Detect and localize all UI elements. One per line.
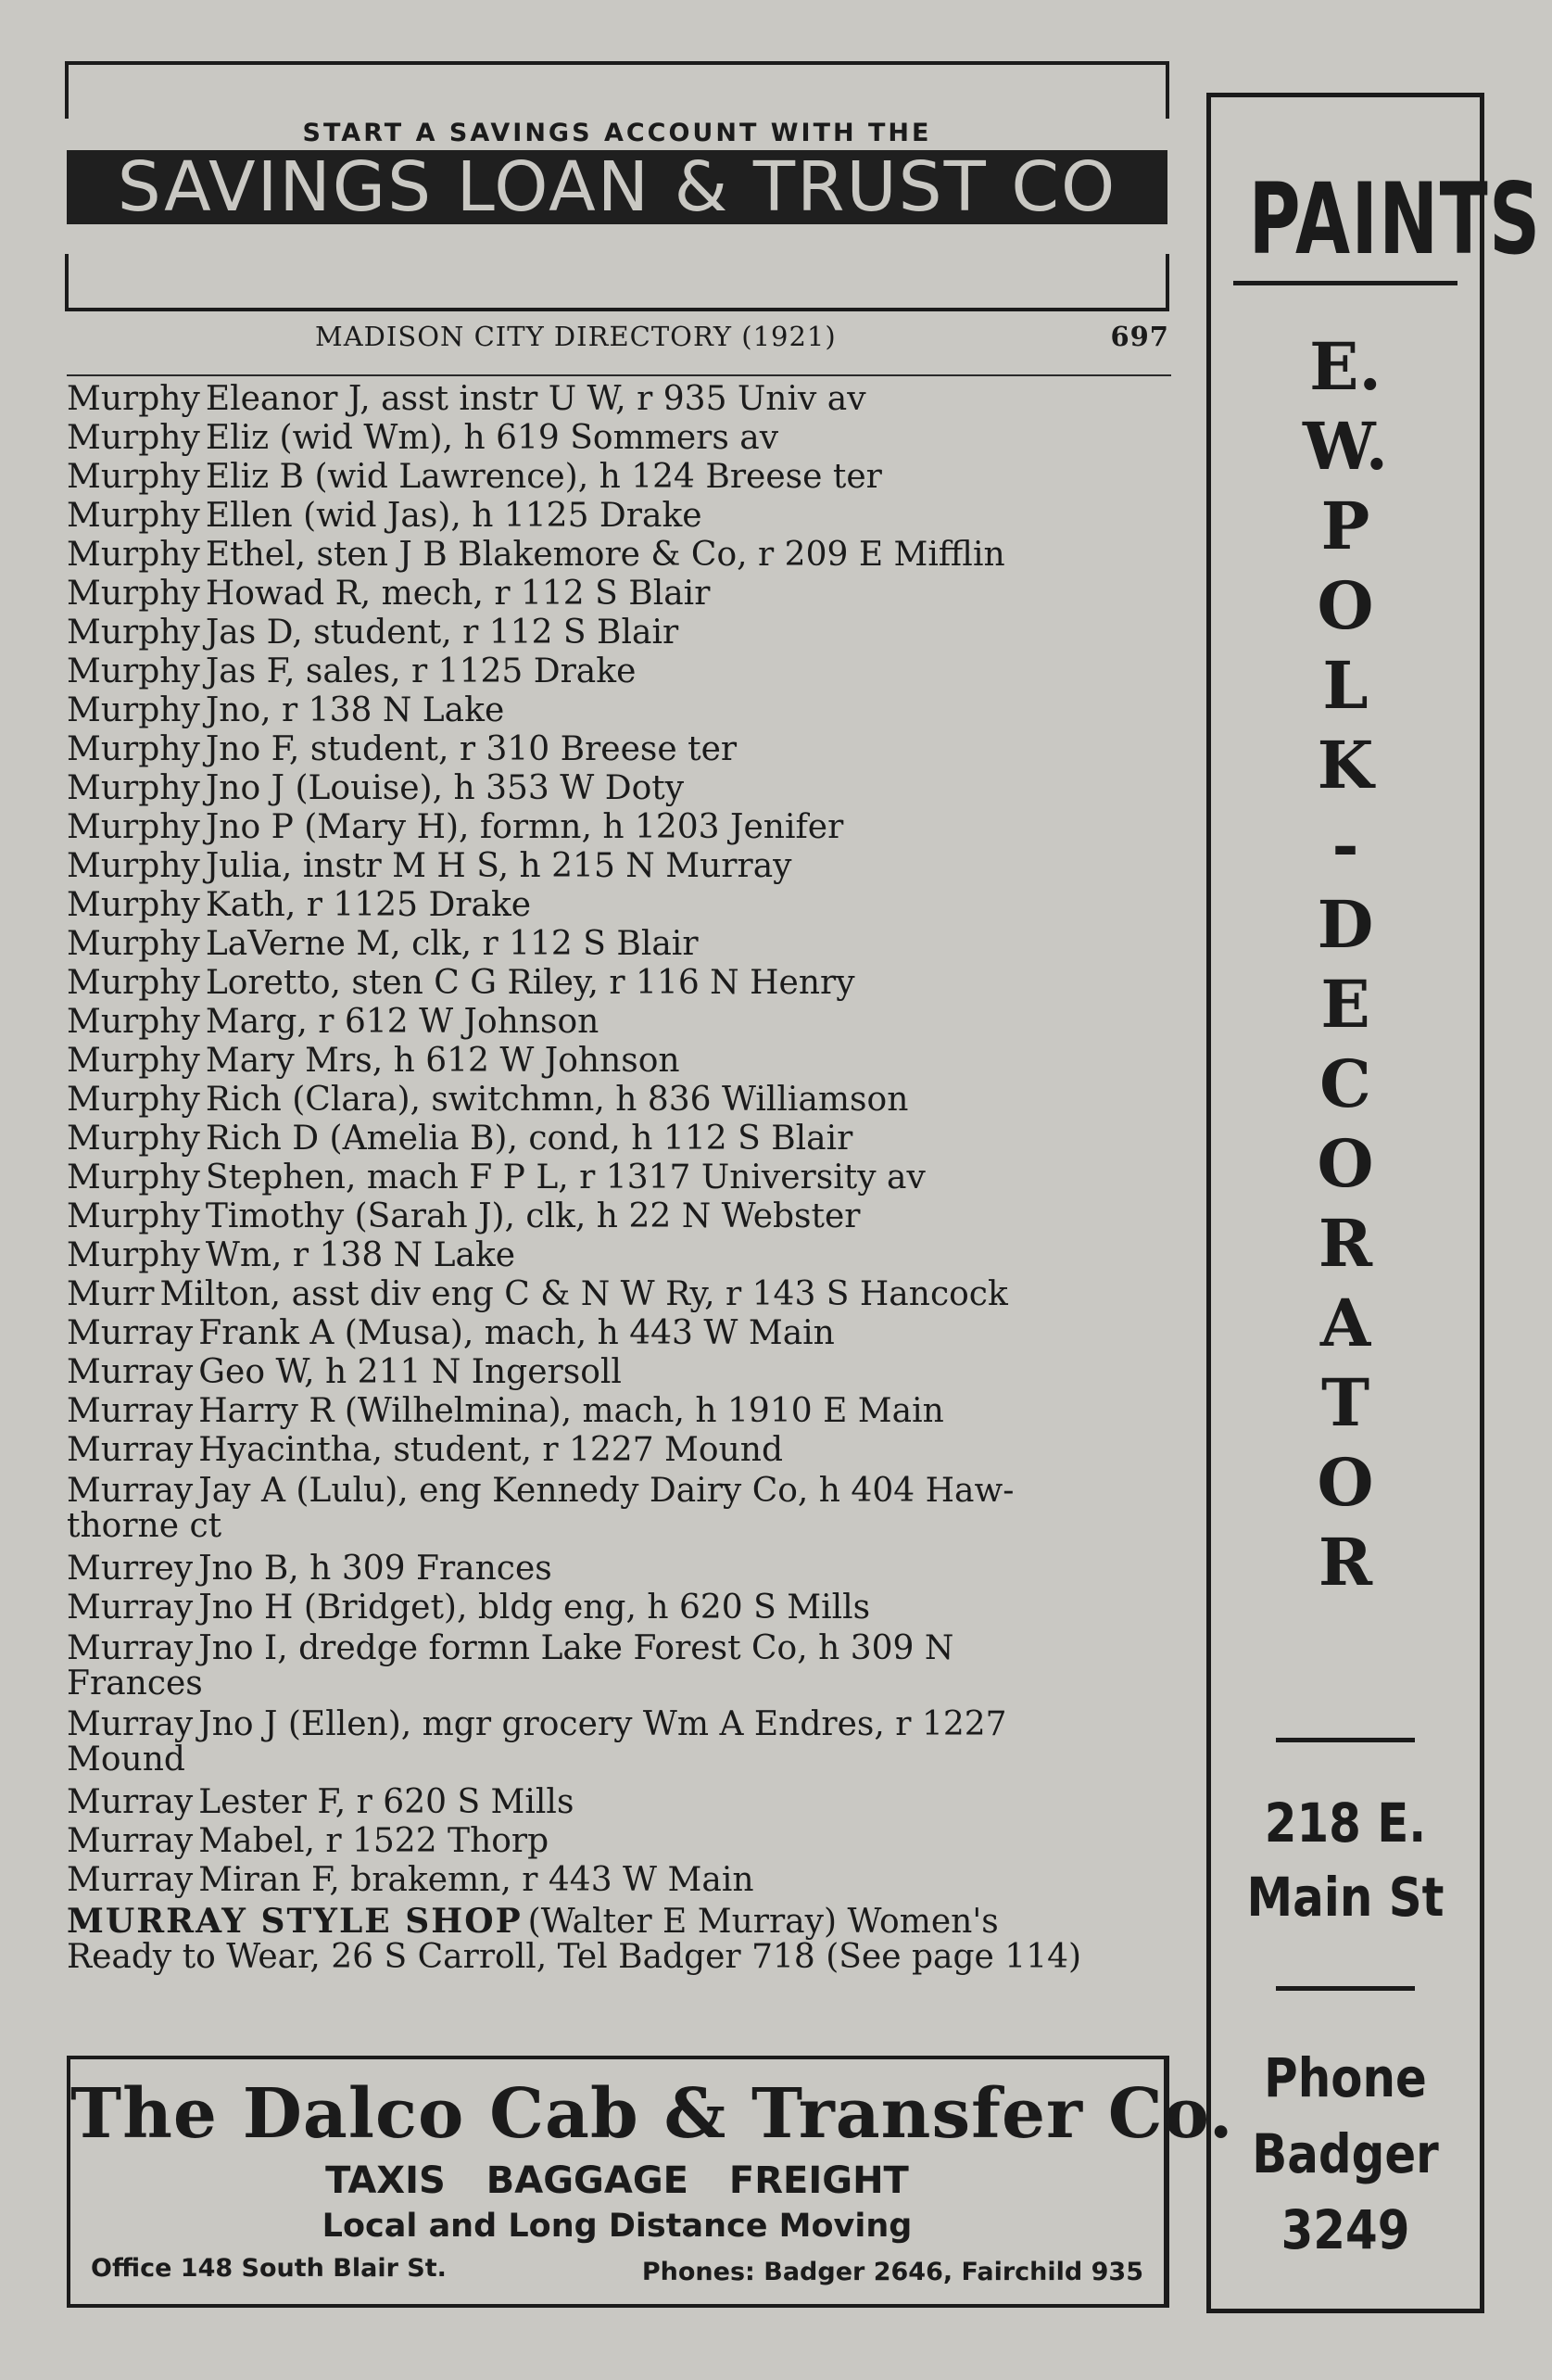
directory-entry: [67, 1822, 1169, 1861]
side-ad-letter: O: [1317, 1125, 1374, 1202]
entry-surname: Murray: [67, 1589, 194, 1627]
directory-entry: [67, 769, 1169, 808]
directory-entry: [67, 730, 1169, 769]
entry-detail: Eleanor J, asst instr U W, r 935 Univ av: [205, 380, 866, 418]
directory-entry: [67, 458, 1169, 497]
entry-detail: Jay A (Lulu), eng Kennedy Dairy Co, h 404 Haw-: [198, 1472, 1015, 1510]
directory-entry: [67, 614, 1169, 652]
side-ad-letter: R: [1318, 1524, 1373, 1601]
entry-detail: Jno J (Ellen), mgr grocery Wm A Endres, r 1227: [198, 1705, 1007, 1743]
entry-surname: Murphy: [67, 614, 200, 652]
side-ad-address: [1230, 1786, 1460, 1934]
entry-detail: Jno H (Bridget), bldg eng, h 620 S Mills: [198, 1589, 871, 1627]
entry-detail: Jno B, h 309 Frances: [198, 1550, 552, 1588]
directory-entry: [67, 1236, 1169, 1275]
directory-entry: [67, 964, 1169, 1003]
running-head: [67, 321, 1169, 360]
entry-surname: Murphy: [67, 1158, 200, 1196]
entry-detail: Kath, r 1125 Drake: [205, 886, 532, 924]
side-ad-letter: W.: [1302, 408, 1389, 485]
entry-surname: Murphy: [67, 1197, 200, 1235]
ad-border-corner: [65, 65, 69, 119]
side-ad-letter: L: [1322, 647, 1369, 724]
side-phone-line2: Badger: [1252, 2122, 1439, 2185]
entry-surname: Murr: [67, 1275, 155, 1313]
entry-surname: Murphy: [67, 1081, 200, 1119]
entry-detail: Geo W, h 211 N Ingersoll: [198, 1353, 622, 1391]
entry-surname: Murphy: [67, 575, 200, 613]
entry-surname: Murphy: [67, 925, 200, 963]
entry-detail: Jas D, student, r 112 S Blair: [205, 614, 679, 652]
entry-detail: Jno, r 138 N Lake: [205, 691, 505, 729]
entry-surname: Murphy: [67, 1120, 200, 1158]
directory-entry: [67, 536, 1169, 575]
ad-border-corner: [1166, 65, 1169, 119]
entry-surname: Murphy: [67, 691, 200, 729]
entry-detail: Jno J (Louise), h 353 W Doty: [205, 769, 685, 807]
cab-moving-line: Local and Long Distance Moving: [322, 2208, 913, 2245]
featured-directory-entry: [67, 1904, 1169, 1975]
entry-detail: Mary Mrs, h 612 W Johnson: [205, 1042, 680, 1080]
side-ad-rule: [1276, 1738, 1415, 1742]
entry-surname: Murphy: [67, 1236, 200, 1274]
entry-surname: Murray: [67, 1861, 194, 1899]
cab-office-address: Office 148 South Blair St.: [91, 2254, 447, 2283]
entry-surname: Murphy: [67, 730, 200, 768]
entry-surname: Murray: [67, 1822, 194, 1860]
entry-detail: Hyacintha, student, r 1227 Mound: [198, 1431, 784, 1469]
directory-entry: [67, 575, 1169, 614]
side-ad-phone: [1230, 2040, 1460, 2268]
entry-detail: Howad R, mech, r 112 S Blair: [205, 575, 711, 613]
entry-detail: Miran F, brakemn, r 443 W Main: [198, 1861, 754, 1899]
header-rule: [67, 374, 1171, 376]
directory-entry: [67, 808, 1169, 847]
entry-detail: Wm, r 138 N Lake: [205, 1236, 516, 1274]
page-number: 697: [1110, 321, 1169, 352]
directory-entry: [67, 1120, 1169, 1158]
bank-name-banner: SAVINGS LOAN & TRUST CO: [67, 150, 1167, 224]
entry-surname: Murray: [67, 1314, 194, 1352]
side-ad-letter: O: [1317, 567, 1374, 644]
entry-surname: Murphy: [67, 380, 200, 418]
directory-entry: [67, 847, 1169, 886]
side-ad-letter: E.: [1309, 328, 1382, 405]
ad-border-corner: [65, 254, 69, 308]
cab-services: TAXIS BAGGAGE FREIGHT: [325, 2159, 909, 2202]
entry-surname: Murphy: [67, 808, 200, 846]
featured-entry-detail: (Walter E Murray) Women's: [527, 1903, 999, 1941]
side-ad-rule: [1276, 1986, 1415, 1991]
side-address-line2: Main St: [1246, 1866, 1445, 1929]
directory-entry: [67, 1392, 1169, 1431]
entry-detail: Jas F, sales, r 1125 Drake: [205, 652, 637, 690]
directory-entry: [67, 1003, 1169, 1042]
entry-detail: Milton, asst div eng C & N W Ry, r 143 S Hancock: [159, 1275, 1008, 1313]
directory-entry: [67, 1631, 1169, 1702]
entry-detail: Lester F, r 620 S Mills: [198, 1783, 574, 1821]
entry-surname: Murray: [67, 1353, 194, 1391]
side-ad-letter: O: [1317, 1444, 1374, 1521]
entry-surname: Murray: [67, 1392, 194, 1430]
side-ad-vertical-name: [1211, 327, 1480, 1602]
cab-company-ad: [67, 2056, 1234, 2308]
entry-surname: Murray: [67, 1431, 194, 1469]
side-ad-letter: P: [1320, 487, 1370, 564]
directory-entry: [67, 1589, 1169, 1627]
entry-detail: Eliz B (wid Lawrence), h 124 Breese ter: [205, 458, 882, 496]
side-ad-letter: A: [1319, 1285, 1371, 1361]
entry-surname: Murray: [67, 1783, 194, 1821]
directory-entry: [67, 1431, 1169, 1470]
directory-title: MADISON CITY DIRECTORY (1921): [315, 321, 837, 352]
side-ad-letter: C: [1319, 1045, 1371, 1122]
side-ad-letter: -: [1331, 806, 1359, 883]
entry-detail: Jno F, student, r 310 Breese ter: [205, 730, 738, 768]
featured-entry-name: MURRAY STYLE SHOP: [67, 1902, 523, 1941]
entry-surname: Murrey: [67, 1550, 194, 1588]
directory-entry: [67, 1474, 1169, 1544]
entry-detail: Frank A (Musa), mach, h 443 W Main: [198, 1314, 835, 1352]
savings-bank-ad: [65, 61, 1169, 311]
directory-entry: [67, 1550, 1169, 1589]
entry-surname: Murphy: [67, 458, 200, 496]
directory-entry: [67, 419, 1169, 458]
entry-detail: Ethel, sten J B Blakemore & Co, r 209 E Mifflin: [205, 536, 1005, 574]
entry-surname: Murphy: [67, 497, 200, 535]
directory-entry: [67, 1861, 1169, 1900]
directory-entry: [67, 497, 1169, 536]
entry-detail: Stephen, mach F P L, r 1317 University av: [205, 1158, 926, 1196]
entry-surname: Murphy: [67, 769, 200, 807]
entry-surname: Murray: [67, 1472, 194, 1510]
entry-detail: LaVerne M, clk, r 112 S Blair: [205, 925, 699, 963]
entry-detail: Mabel, r 1522 Thorp: [198, 1822, 549, 1860]
directory-entry: [67, 691, 1169, 730]
entry-detail: Jno I, dredge formn Lake Forest Co, h 309 N: [198, 1629, 954, 1667]
side-ad-letter: K: [1317, 727, 1374, 804]
entry-surname: Murray: [67, 1705, 194, 1743]
directory-entry: [67, 1197, 1169, 1236]
entry-surname: Murray: [67, 1629, 194, 1667]
directory-entry: [67, 1275, 1169, 1314]
entry-detail: Marg, r 612 W Johnson: [205, 1003, 599, 1041]
paint-decorator-ad: [1206, 93, 1542, 2313]
directory-entry: [67, 1158, 1169, 1197]
entry-detail: Rich D (Amelia B), cond, h 112 S Blair: [205, 1120, 853, 1158]
side-ad-letter: E: [1320, 966, 1370, 1043]
directory-entry: [67, 925, 1169, 964]
entry-detail: Eliz (wid Wm), h 619 Sommers av: [205, 419, 779, 457]
cab-company-name: The Dalco Cab & Transfer Co.: [70, 2074, 1234, 2154]
side-ad-letter: D: [1317, 886, 1374, 963]
side-ad-letter: T: [1320, 1364, 1370, 1441]
entry-detail: Rich (Clara), switchmn, h 836 Williamson: [205, 1081, 909, 1119]
entry-surname: Murphy: [67, 536, 200, 574]
entry-detail: Julia, instr M H S, h 215 N Murray: [205, 847, 792, 885]
directory-entry: [67, 380, 1169, 419]
directory-entry: [67, 1042, 1169, 1081]
entry-detail: Ellen (wid Jas), h 1125 Drake: [205, 497, 702, 535]
entry-continuation: Frances: [67, 1665, 203, 1703]
entry-continuation: Mound: [67, 1741, 185, 1779]
entry-surname: Murphy: [67, 1042, 200, 1080]
entry-surname: Murphy: [67, 964, 200, 1002]
side-phone-line1: Phone: [1264, 2046, 1427, 2109]
directory-entry: [67, 1314, 1169, 1353]
featured-entry-continuation: Ready to Wear, 26 S Carroll, Tel Badger 718 (See page 114): [67, 1938, 1082, 1976]
directory-entry: [67, 1707, 1169, 1778]
cab-phone-numbers: Phones: Badger 2646, Fairchild 935: [641, 2258, 1143, 2286]
entry-detail: Loretto, sten C G Riley, r 116 N Henry: [205, 964, 855, 1002]
directory-entry: [67, 1783, 1169, 1822]
side-ad-rule: [1233, 281, 1457, 285]
ad-border-corner: [1166, 254, 1169, 308]
entry-surname: Murphy: [67, 419, 200, 457]
entry-surname: Murphy: [67, 886, 200, 924]
directory-entry: [67, 1081, 1169, 1120]
entry-continuation: thorne ct: [67, 1507, 222, 1545]
entry-detail: Jno P (Mary H), formn, h 1203 Jenifer: [205, 808, 844, 846]
side-phone-line3: 3249: [1281, 2198, 1410, 2261]
side-ad-letter: R: [1318, 1205, 1373, 1282]
side-address-line1: 218 E.: [1264, 1791, 1427, 1855]
entry-surname: Murphy: [67, 652, 200, 690]
side-ad-heading: PAINTS: [1248, 162, 1542, 276]
directory-entry: [67, 886, 1169, 925]
entry-detail: Timothy (Sarah J), clk, h 22 N Webster: [205, 1197, 861, 1235]
ad-tagline: START A SAVINGS ACCOUNT WITH THE: [302, 119, 932, 147]
directory-entry: [67, 1353, 1169, 1392]
entry-surname: Murphy: [67, 1003, 200, 1041]
entry-detail: Harry R (Wilhelmina), mach, h 1910 E Main: [198, 1392, 944, 1430]
directory-listing: [67, 380, 1169, 1981]
directory-entry: [67, 652, 1169, 691]
entry-surname: Murphy: [67, 847, 200, 885]
